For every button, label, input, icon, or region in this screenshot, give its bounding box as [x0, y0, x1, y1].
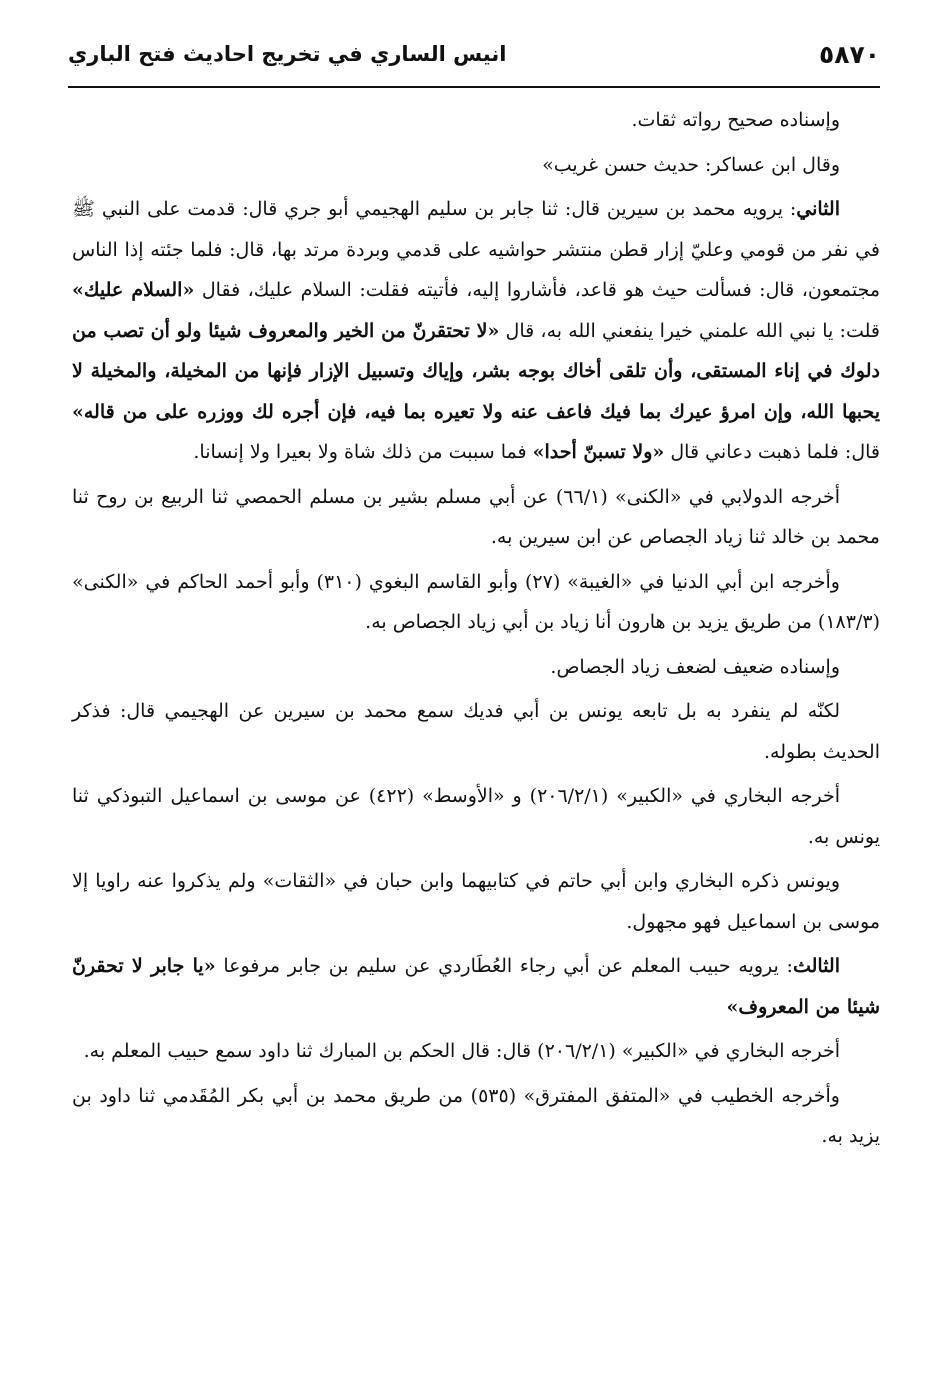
paragraph-ibn-abi-dunya: وأخرجه ابن أبي الدنيا في «الغيبة» (٢٧) وأبو القاسم البغوي (٣١٠) وأبو أحمد الحاكم في «الكنى» (١٨٣/٣) من طريق يزيد بن هارون أنا زياد بن أبي زياد الجصاص به.: [72, 570, 880, 633]
hadith-quote: «السلام عليك»: [72, 279, 195, 301]
paragraph-khatib: وأخرجه الخطيب في «المتفق المفترق» (٥٣٥) من طريق محمد بن أبي بكر المُقَدمي ثنا داود بن يزيد به.: [72, 1084, 880, 1147]
page-body: [72, 100, 880, 1321]
section-lead-second: الثاني: [796, 198, 840, 220]
page-number: ٥٨٧٠: [818, 40, 880, 69]
book-title: انيس الساري في تخريج احاديث فتح الباري: [68, 42, 507, 66]
header-divider: [68, 86, 880, 88]
section-lead-third: الثالث: [792, 955, 840, 977]
paragraph-yunus: ويونس ذكره البخاري وابن أبي حاتم في كتابيهما وابن حبان في «الثقات» ولم يذكروا عنه راويا إلا موسى بن اسماعيل فهو مجهول.: [72, 870, 880, 933]
hadith-quote: «يا جابر لا تحقرنّ شيئا من المعروف»: [72, 955, 880, 1018]
hadith-quote: «ولا تسبنّ أحدا»: [532, 441, 665, 463]
paragraph-bukhari-kabir: أخرجه البخاري في «الكبير» (٢٠٦/٢/١) و «الأوسط» (٤٢٢) عن موسى بن اسماعيل التبوذكي ثنا يونس به.: [72, 785, 880, 848]
hadith-quote: «لا تحتقرنّ من الخير والمعروف شيئا ولو أن تصب من دلوك في إناء المستقى، وأن تلقى أخاك بوجه بشر، وإياك وتسبيل الإزار فإنها من المخيلة، والمخيلة لا يحبها الله، وإن امرؤ عيرك بما فيك فاعف عنه ولا تعيره بما فيه، فإن أجره لك ووزره على من قاله»: [72, 319, 880, 423]
paragraph-third-narration: الثالث: يرويه حبيب المعلم عن أبي رجاء العُطَاردي عن سليم بن جابر مرفوعا «يا جابر لا تحقرنّ شيئا من المعروف»: [72, 955, 880, 1018]
paragraph-mutaba: لكنّه لم ينفرد به بل تابعه يونس بن أبي فديك سمع محمد بن سيرين عن الهجيمي قال: فذكر الحديث بطوله.: [72, 700, 880, 763]
paragraph-weak-isnad: وإسناده ضعيف لضعف زياد الجصاص.: [550, 655, 840, 678]
running-header: [68, 36, 880, 82]
paragraph-second-narration: الثاني: يرويه محمد بن سيرين قال: ثنا جابر بن سليم الهجيمي أبو جري قال: قدمت على النبي ﷺ في نفر من قومي وعليّ إزار قطن منتشر حواشيه على قدمي وبردة مرتد بها، قال: فلما جئته إذا الناس مجتمعون، قال: فسألت حيث هو قاعد، فأشاروا إليه، فأتيته فقلت: السلام عليك، فقال «السلام عليك» قلت: يا نبي الله علمني خيرا ينفعني الله به، قال «لا تحتقرنّ من الخير والمعروف شيئا ولو أن تصب من دلوك في إناء المستقى، وأن تلقى أخاك بوجه بشر، وإياك وتسبيل الإزار فإنها من المخيلة، والمخيلة لا يحبها الله، وإن امرؤ عيرك بما فيك فاعف عنه ولا تعيره بما فيه، فإن أجره لك ووزره على من قاله» قال: فلما ذهبت دعاني قال «ولا تسبنّ أحدا» فما سببت من ذلك شاة ولا بعيرا ولا إنسانا.: [72, 198, 881, 463]
paragraph-isnad-sahih: وإسناده صحيح رواته ثقات.: [631, 109, 840, 131]
paragraph-ibn-asakir: وقال ابن عساكر: حديث حسن غريب»: [542, 153, 840, 176]
paragraph-bukhari-hakam: أخرجه البخاري في «الكبير» (٢٠٦/٢/١) قال: قال الحكم بن المبارك ثنا داود سمع حبيب المعلم به.: [83, 1040, 840, 1062]
paragraph-dawlabi: أخرجه الدولابي في «الكنى» (٦٦/١) عن أبي مسلم بشير بن مسلم الحمصي ثنا الربيع بن روح ثنا محمد بن خالد ثنا زياد الجصاص عن ابن سيرين به.: [72, 485, 880, 548]
